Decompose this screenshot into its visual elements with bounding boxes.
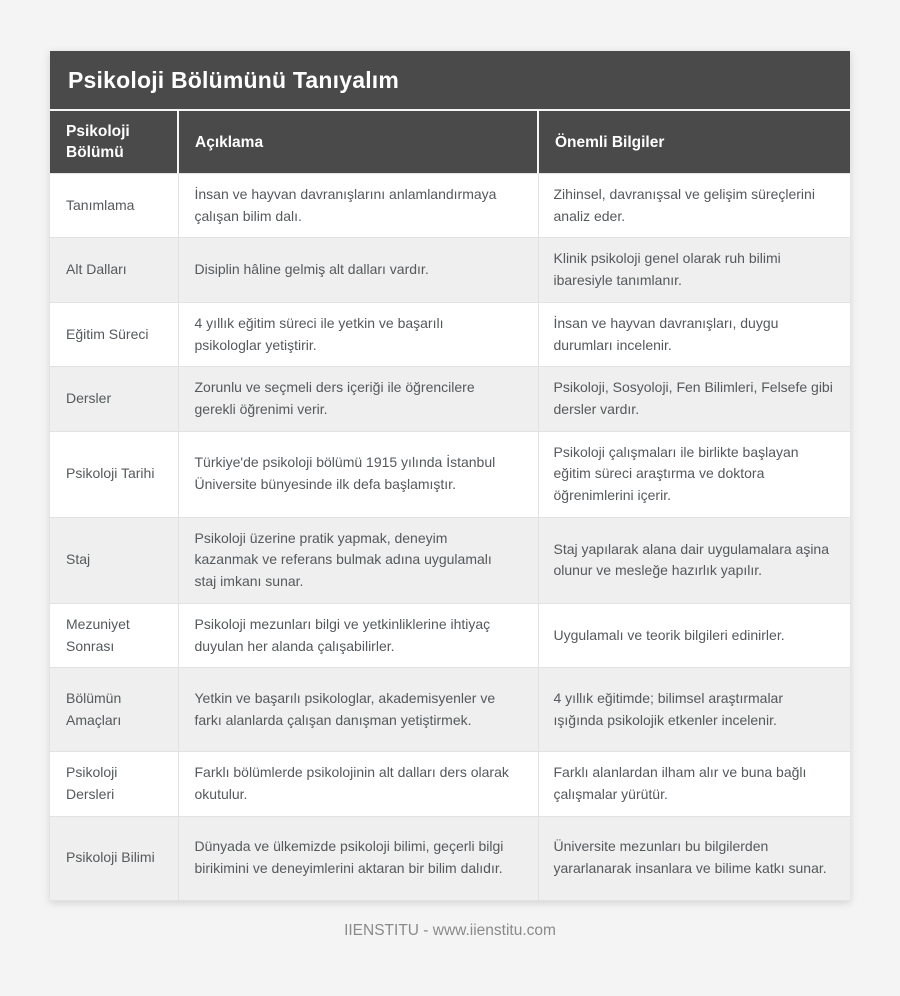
header-row	[50, 110, 850, 174]
row-description: Farklı bölümlerde psikolojinin alt dalları ders olarak okutulur.	[178, 752, 538, 816]
table-card	[50, 51, 850, 901]
row-description: Disiplin hâline gelmiş alt dalları vardır.	[178, 238, 538, 302]
table-header	[50, 110, 850, 174]
row-info: Üniversite mezunları bu bilgilerden yararlanarak insanlara ve bilime katkı sunar.	[538, 816, 850, 900]
psychology-info-table	[50, 109, 850, 901]
row-topic: Alt Dalları	[50, 238, 178, 302]
page-title: Psikoloji Bölümünü Tanıyalım	[50, 51, 850, 109]
column-header-topic: Psikoloji Bölümü	[50, 110, 178, 174]
row-topic: Psikoloji Dersleri	[50, 752, 178, 816]
footer-credit: IIENSTITU - www.iienstitu.com	[344, 922, 556, 939]
table-row	[50, 238, 850, 302]
row-description: İnsan ve hayvan davranışlarını anlamlandırmaya çalışan bilim dalı.	[178, 174, 538, 238]
table-row	[50, 302, 850, 366]
row-info: Psikoloji çalışmaları ile birlikte başlayan eğitim süreci araştırma ve doktora öğrenimlerini içerir.	[538, 431, 850, 517]
row-description: Dünyada ve ülkemizde psikoloji bilimi, geçerli bilgi birikimini ve deneyimlerini aktaran bir bilim dalıdır.	[178, 816, 538, 900]
table-body	[50, 174, 850, 901]
row-description: Psikoloji üzerine pratik yapmak, deneyim kazanmak ve referans bulmak adına uygulamalı staj imkanı sunar.	[178, 517, 538, 603]
table-row	[50, 816, 850, 900]
row-info: 4 yıllık eğitimde; bilimsel araştırmalar ışığında psikolojik etkenler incelenir.	[538, 668, 850, 752]
table-row	[50, 517, 850, 603]
row-description: Türkiye'de psikoloji bölümü 1915 yılında İstanbul Üniversite bünyesinde ilk defa başlamıştır.	[178, 431, 538, 517]
row-description: Yetkin ve başarılı psikologlar, akademisyenler ve farkı alanlarda çalışan danışman yetiştirmek.	[178, 668, 538, 752]
row-topic: Psikoloji Tarihi	[50, 431, 178, 517]
row-info: Klinik psikoloji genel olarak ruh bilimi ibaresiyle tanımlanır.	[538, 238, 850, 302]
table-row	[50, 752, 850, 816]
column-header-info: Önemli Bilgiler	[538, 110, 850, 174]
column-header-description: Açıklama	[178, 110, 538, 174]
table-row	[50, 603, 850, 667]
row-topic: Tanımlama	[50, 174, 178, 238]
row-description: Psikoloji mezunları bilgi ve yetkinliklerine ihtiyaç duyulan her alanda çalışabilirler.	[178, 603, 538, 667]
row-topic: Dersler	[50, 367, 178, 431]
row-topic: Eğitim Süreci	[50, 302, 178, 366]
row-topic: Mezuniyet Sonrası	[50, 603, 178, 667]
row-topic: Psikoloji Bilimi	[50, 816, 178, 900]
row-info: İnsan ve hayvan davranışları, duygu durumları incelenir.	[538, 302, 850, 366]
row-info: Farklı alanlardan ilham alır ve buna bağlı çalışmalar yürütür.	[538, 752, 850, 816]
row-info: Psikoloji, Sosyoloji, Fen Bilimleri, Felsefe gibi dersler vardır.	[538, 367, 850, 431]
row-description: 4 yıllık eğitim süreci ile yetkin ve başarılı psikologlar yetiştirir.	[178, 302, 538, 366]
row-info: Uygulamalı ve teorik bilgileri edinirler.	[538, 603, 850, 667]
row-topic: Bölümün Amaçları	[50, 668, 178, 752]
row-description: Zorunlu ve seçmeli ders içeriği ile öğrencilere gerekli öğrenimi verir.	[178, 367, 538, 431]
table-row	[50, 367, 850, 431]
table-row	[50, 431, 850, 517]
table-row	[50, 174, 850, 238]
row-topic: Staj	[50, 517, 178, 603]
row-info: Zihinsel, davranışsal ve gelişim süreçlerini analiz eder.	[538, 174, 850, 238]
table-row	[50, 668, 850, 752]
row-info: Staj yapılarak alana dair uygulamalara aşina olunur ve mesleğe hazırlık yapılır.	[538, 517, 850, 603]
